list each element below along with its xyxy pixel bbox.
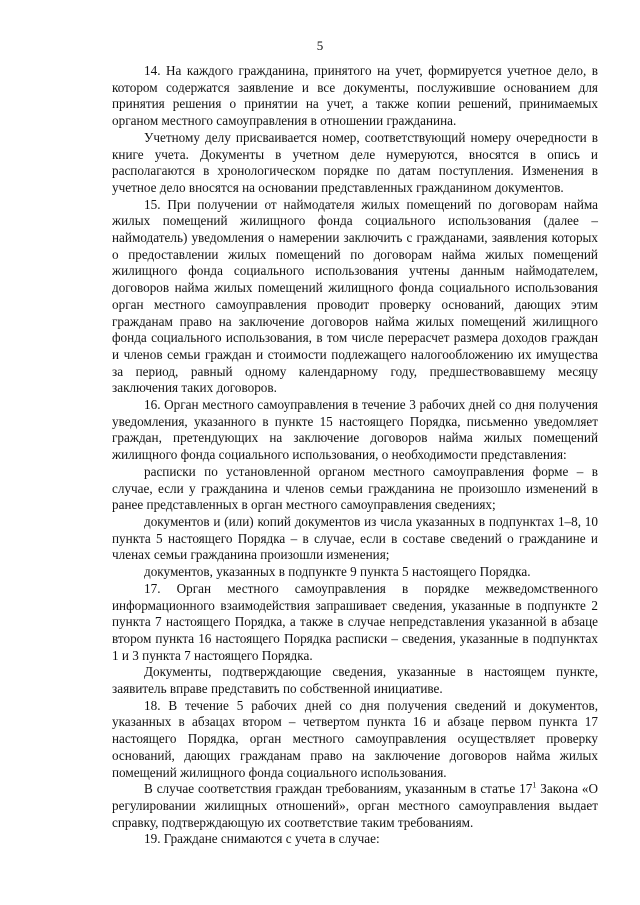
paragraph-18: 18. В течение 5 рабочих дней со дня получения сведений и документов, указанных в абзацах втором – четвертом пункта 16 и абзаце первом пункта 17 настоящего Порядка, орган местного самоуправления осуществляет проверку оснований, дающих гражданам право на заключение договоров найма жилых помещений жилищного фонда социального использования. (112, 697, 598, 780)
paragraph-18-certificate-text-before: В случае соответствия граждан требованиям, указанным в статье 17 (144, 781, 533, 797)
paragraph-16-documents-subitem-9: документов, указанных в подпункте 9 пункта 5 настоящего Порядка. (144, 564, 531, 580)
page-number: 5 (316, 38, 324, 53)
paragraph-16-documents-changes: документов и (или) копий документов из числа указанных в подпунктах 1–8, 10 пункта 5 настоящего Порядка – в случае, если в составе сведений о гражданине и членах семьи гражданина произошли изменения; (112, 513, 598, 563)
paragraph-17-own-initiative: Документы, подтверждающие сведения, указанные в настоящем пункте, заявитель вправе представить по собственной инициативе. (112, 664, 598, 697)
paragraph-18-certificate-text-after: Закона «О регулировании жилищных отношений», орган местного самоуправления выдает справку, подтверждающую их соответствие таким требованиям. (112, 781, 598, 830)
paragraph-15: 15. При получении от наймодателя жилых помещений по договорам найма жилых помещений жилищного фонда социального использования (далее – наймодатель) уведомления о намерении заключить с гражданами, заявления которых о предоставлении жилых помещений по договорам найма жилых помещений жилищного фонда социального использования учтены данным наймодателем, договоров найма жилых помещений жилищного фонда социального использования орган местного самоуправления проводит проверку оснований, дающих этим гражданам право на заключение договоров найма жилых помещений жилищного фонда социального использования, в том числе перерасчет размера доходов граждан и членов семьи граждан и стоимости подлежащего налогообложению их имущества за период, равный одному календарному году, предшествовавшему месяцу заключения таких договоров. (112, 196, 598, 396)
article-superscript: 1 (532, 780, 537, 790)
paragraph-16-receipt: расписки по установленной органом местного самоуправления форме – в случае, если у гражданина и членов семьи гражданина не произошло изменений в ранее представленных в орган местного самоуправления сведениях; (112, 463, 598, 513)
paragraph-16: 16. Орган местного самоуправления в течение 3 рабочих дней со дня получения уведомления, указанного в пункте 15 настоящего Порядка, письменно уведомляет граждан, претендующих на заключение договоров найма жилых помещений жилищного фонда социального использования, о необходимости представления: (112, 397, 598, 463)
document-body (112, 63, 598, 848)
paragraph-14: 14. На каждого гражданина, принятого на учет, формируется учетное дело, в котором содержатся заявление и все документы, послужившие основанием для принятия решения о принятии на учет, а также копии решений, принимаемых органом местного самоуправления в отношении гражданина. (112, 63, 598, 129)
paragraph-14-account-number: Учетному делу присваивается номер, соответствующий номеру очередности в книге учета. Документы в учетном деле нумеруются, вносятся в опись и располагаются в хронологическом порядке по датам поступления. Изменения в учетное дело вносятся на основании представленных гражданином документов. (112, 129, 598, 195)
paragraph-17: 17. Орган местного самоуправления в порядке межведомственного информационного взаимодействия запрашивает сведения, указанные в подпункте 2 пункта 7 настоящего Порядка, а также в случае непредставления указанной в абзаце втором пункта 16 настоящего Порядка расписки – сведения, указанные в подпунктах 1 и 3 пункта 7 настоящего Порядка. (112, 580, 598, 663)
paragraph-19: 19. Граждане снимаются с учета в случае: (144, 831, 380, 847)
paragraph-18-certificate (112, 781, 598, 831)
